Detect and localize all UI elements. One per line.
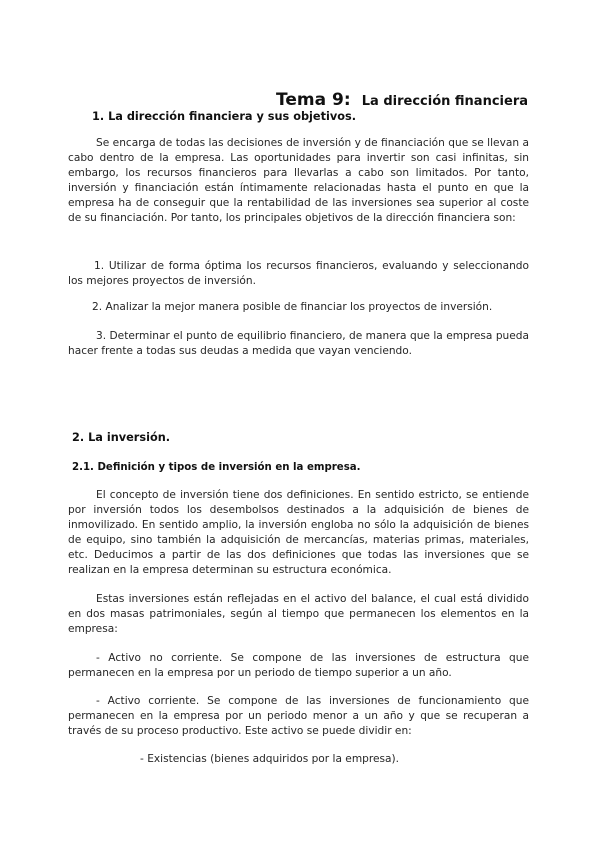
section2-para1: El concepto de inversión tiene dos definiciones. En sentido estricto, se entiende por inversión todos los desembolsos destinados a la adquisición de bienes de inmovilizado. En sentido amplio, la inversión engloba no sólo la adquisición de bienes de equipo, sino también la adquisición de mercancías, materias primas, materiales, etc. Deducimos a partir de las dos definiciones que todas las inversiones que se realizan en la empresa determinan su estructura económica. (68, 489, 529, 577)
activo-no-corriente-item: - Activo no corriente. Se compone de las inversiones de estructura que permanecen en la empresa por un periodo de tiempo superior a un año. (68, 652, 529, 680)
section2-subheading: 2.1. Definición y tipos de inversión en la empresa. (72, 462, 361, 473)
title-tema: Tema 9: (276, 90, 351, 110)
objective-3: 3. Determinar el punto de equilibrio financiero, de manera que la empresa pueda hacer frente a todas sus deudas a medida que vayan venciendo. (68, 330, 529, 358)
section2-para2: Estas inversiones están reflejadas en el activo del balance, el cual está dividido en dos masas patrimoniales, según al tiempo que permanecen los elementos en la empresa: (68, 593, 529, 636)
activo-corriente-item: - Activo corriente. Se compone de las inversiones de funcionamiento que permanecen en la empresa por un periodo menor a un año y que se recuperan a través de su proceso productivo. Este activo se puede dividir en: (68, 695, 529, 738)
section1-heading: 1. La dirección financiera y sus objetivos. (92, 110, 356, 123)
objective-1: 1. Utilizar de forma óptima los recursos financieros, evaluando y seleccionando los mejores proyectos de inversión. (68, 260, 529, 288)
title-subject: La dirección financiera (361, 94, 528, 109)
section1-intro: Se encarga de todas las decisiones de inversión y de financiación que se llevan a cabo dentro de la empresa. Las oportunidades para invertir son casi infinitas, sin embargo, los recursos financieros para llevarlas a cabo son limitados. Por tanto, inversión y financiación están íntimamente relacionadas hasta el punto en que la empresa ha de conseguir que la rentabilidad de las inversiones sea superior al coste de su financiación. Por tanto, los principales objetivos de la dirección financiera son: (68, 137, 529, 225)
objective-2: 2. Analizar la mejor manera posible de financiar los proyectos de inversión. (92, 301, 493, 313)
section2-heading: 2. La inversión. (72, 431, 171, 444)
page-title (276, 75, 528, 113)
existencias-subitem: - Existencias (bienes adquiridos por la empresa). (140, 753, 400, 765)
